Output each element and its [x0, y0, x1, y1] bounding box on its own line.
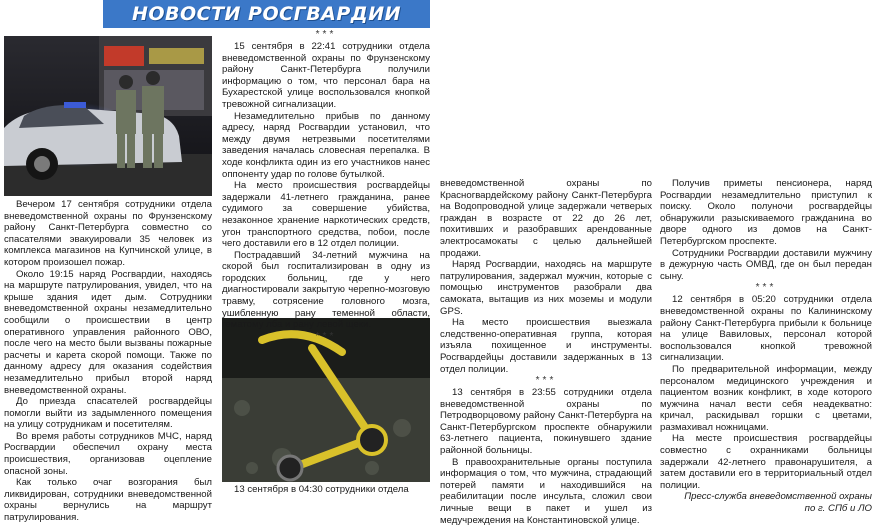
article-column-2-footer	[222, 484, 430, 496]
article-paragraph: Наряд Росгвардии, находясь на маршруте патрулирования, задержал мужчин, которые с помощью инструментов разобрали два самоката, вытащив из них моземы и модули GPS.	[440, 259, 652, 317]
article-column-2	[222, 29, 430, 343]
article-paragraph: Во время работы сотрудников МЧС, наряд Росгвардии обеспечил охрану места происшествия, организовав оцепление опасной зоны.	[4, 430, 212, 477]
article-paragraph: Получив приметы пенсионера, наряд Росгвардии незамедлительно приступил к поиску. Около полуночи росгвардейцы обнаружили разыскиваемого гражданина во дворе одного из домов на Санкт-Петербургском проспекте.	[660, 178, 872, 247]
article-column-3	[440, 178, 652, 526]
article-paragraph: 15 сентября в 22:41 сотрудники отдела вневедомственной охраны по Фрунзенскому району Санкт-Петербурга получили информацию о том, что персонал бара на Бухарестской улице воспользовался кнопкой тревожной сигнализации.	[222, 41, 430, 110]
article-paragraph: Сотрудники Росгвардии доставили мужчину в дежурную часть ОМВД, где он был передан сыну.	[660, 247, 872, 282]
article-paragraph: Около 19:15 наряд Росгвардии, находясь на маршруте патрулирования, увидел, что на крыше здания идет дым. Сотрудники вневедомственной охраны незамедлительно сообщили о происшествии в центр оперативного управления районного ОВО, после чего на место были вызваны пожарные расчеты и карета скорой помощи. Также по данному адресу для оказания содействия незамедлительно прибыл второй наряд вневедомственной охраны.	[4, 268, 212, 396]
article-paragraph: 12 сентября в 05:20 сотрудники отдела вневедомственной охраны по Калининскому району Санкт-Петербурга прибыли к больнице на улице Вавиловых, персонал которой воспользовался кнопкой тревожной сигнализации.	[660, 294, 872, 364]
article-paragraph: Пострадавший 34-летний мужчина на скорой был госпитализирован в одну из городских больниц, где у него диагностировали закрытую черепно-мозговую травму, сотрясение головного мозга, ушибленную рану теменной области, гематому лба и рану левой щеки.	[222, 249, 430, 331]
article-paragraph: вневедомственной охраны по Красногвардейскому району Санкт-Петербурга на Водопроводной улице задержали четверых граждан в возрасте от 22 до 26 лет, похитивших и разобравших арендованные электросамокаты с целью дальнейшей продажи.	[440, 178, 652, 259]
article-separator-stars: ***	[755, 282, 777, 294]
article-separator-stars: ***	[535, 375, 557, 387]
article-paragraph: Незамедлительно прибыв по данному адресу, наряд Росгвардии установил, что между двумя нетрезвыми посетителями заведения началась словесная перепалка. В ходе конфликта один из его участников нанес оппоненту удар по голове бутылкой.	[222, 110, 430, 180]
press-service-signature: Пресс-служба вневедомственной охраны по г. СПб и ЛО	[684, 491, 872, 515]
article-paragraph: 13 сентября в 23:55 сотрудники отдела вневедомственной охраны по Петродворцовому району Санкт-Петербурга на Санкт-Петербургском проспекте обнаружили 63-летнего пациента, покинувшего здание районной больницы.	[440, 387, 652, 457]
section-title: НОВОСТИ РОСГВАРДИИ	[131, 3, 402, 25]
article-column-1	[4, 199, 212, 524]
article-paragraph: Вечером 17 сентября сотрудники отдела вневедомственной охраны по Фрунзенскому району Санкт-Петербурга совместно со спасателями эвакуировали 35 человек из комплекса магазинов на Купчинской улице, в котором произошел пожар.	[4, 199, 212, 268]
article-paragraph: В правоохранительные органы поступила информация о том, что мужчина, страдающий потерей памяти и находившийся на реабилитации после инсульта, сложил свои личные вещи в пакет и ушел из медучреждения на Константиновской улице.	[440, 456, 652, 526]
article-separator-stars: ***	[315, 29, 337, 40]
article-paragraph: На месте происшествия росгвардейцы совместно с охранниками больницы задержали 42-летнего правонарушителя, а затем доставили его в территориальный отдел полиции.	[660, 433, 872, 491]
section-header-banner	[103, 0, 430, 28]
article-paragraph: Как только очаг возгорания был ликвидирован, сотрудники вневедомственной охраны вернулись на маршрут патрулирования.	[4, 477, 212, 524]
article-separator-stars: ***	[315, 330, 337, 342]
patrol-officers-photo	[4, 36, 212, 196]
article-column-4	[660, 178, 872, 515]
article-paragraph: По предварительной информации, между персоналом медицинского учреждения и пациентом возник конфликт, в ходе которого мужчина начал вести себя неадекватно: кричал, раскидывал горшки с цветами, размахивал ножницами.	[660, 363, 872, 433]
article-paragraph: На место происшествия росгвардейцы задержали 41-летнего гражданина, ранее судимого за совершение убийства, незаконное хранение наркотических средств, угон транспортного средства, побои, после чего доставили его в 12 отдел полиции.	[222, 180, 430, 250]
article-paragraph: На место происшествия выезжала следственно-оперативная группа, которая изъяла похищенное и инструменты. Росгвардейцы доставили задержанных в 13 отдел полиции.	[440, 317, 652, 375]
article-paragraph: 13 сентября в 04:30 сотрудники отдела	[234, 484, 409, 495]
article-paragraph: До приезда спасателей росгвардейцы помогли выйти из задымленного помещения на улицу сотрудникам и посетителям.	[4, 396, 212, 431]
